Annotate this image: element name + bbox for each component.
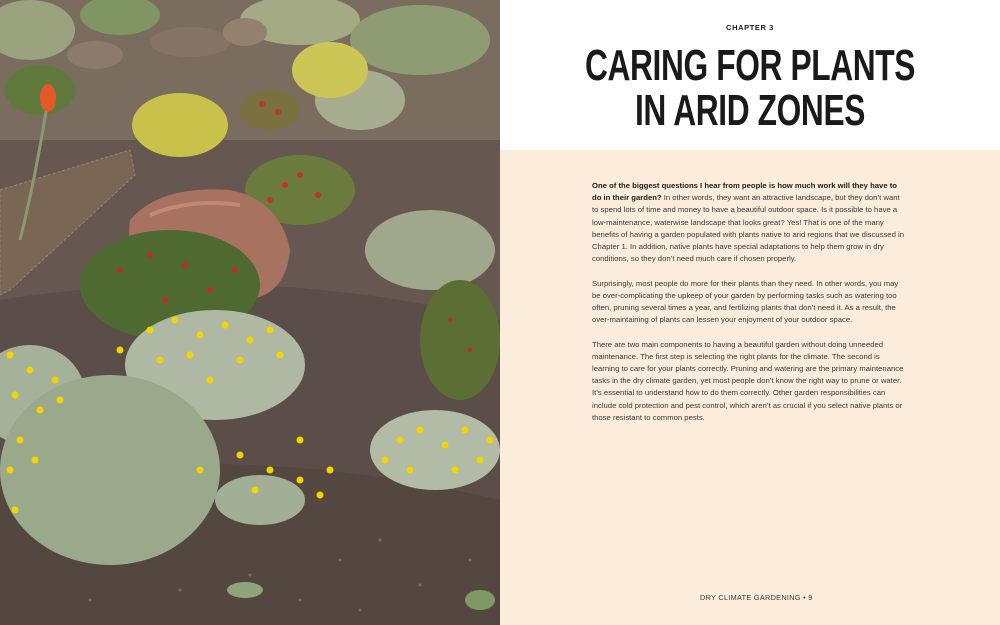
- page-folio: DRY CLIMATE GARDENING • 9: [700, 593, 813, 602]
- paragraph-2: Surprisingly, most people do more for their plants than they need. In other words, you may be over-complicating the upkeep of your garden by performing tasks such as watering too often, pruning several times a year, and fertilizing plants that don’t need it. As a result, the over-maintaining of plants can lessen your enjoyment of your outdoor space.: [592, 278, 899, 325]
- chapter-title: [500, 43, 1000, 133]
- paragraph-1: [592, 180, 908, 265]
- paragraph-1-rest: In other words, they want an attractive landscape, but they don’t want to spend lots of time and money to have a beautiful outdoor space. Is it possible to have a low-maintenance, waterwise landscape that looks great? Yes! That is one of the many benefits of having a garden populated with plants native to arid regions that we discussed in Chapter 1. In addition, native plants have special adaptations to help them grow in dry conditions, so they don’t need much care if chosen properly.: [592, 193, 904, 264]
- paragraph-1-lead: One of the biggest questions I hear from people is how much work will they have to do in their garden?: [592, 181, 897, 203]
- chapter-label: CHAPTER 3: [726, 23, 774, 32]
- paragraph-3: There are two main components to having a beautiful garden without doing unneeded maintenance. The first step is selecting the right plants for the climate. The second is learning to care for your plants correctly. Pruning and watering are the primary maintenance tasks in the dry climate garden, yet most people don’t know the right way to prune or water. It’s essential to understand how to do them correctly. Other garden responsibilities can include cold protection and pest control, which aren’t as crucial if you select native plants or those resistant to common pests.: [592, 339, 904, 422]
- chapter-title-line-2: IN ARID ZONES: [634, 86, 865, 135]
- body-text: [592, 180, 908, 436]
- chapter-title-line-1: CARING FOR PLANTS: [584, 41, 916, 90]
